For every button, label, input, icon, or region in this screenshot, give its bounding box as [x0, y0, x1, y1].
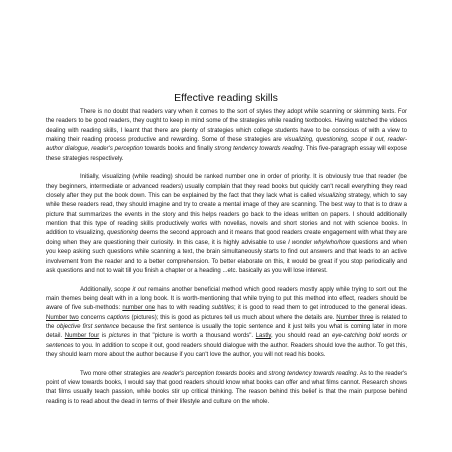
italic-text: eye-catching bold words or sentences: [46, 333, 407, 349]
document-title: Effective reading skills: [174, 92, 278, 104]
underlined-text: number one: [122, 305, 156, 312]
paragraph: [46, 173, 407, 276]
underlined-text: Lastly: [255, 333, 272, 340]
underlined-text: Number two: [46, 314, 79, 321]
text-run: is related to the: [46, 314, 407, 330]
text-run: . As to the reader's point of view towards books, I would say that good readers should know what books can offer and what films cannot. Research shows that films usually teach passion, while books stir up critical thinking. The reason behind this belief is that the main purpose behind reading is to read about the dead in terms of their lifestyle and culture on the whole.: [46, 370, 408, 405]
text-run: remains another beneficial method which good readers mostly apply while trying to sort out the main themes being dealt with in a long book. It is worth-mentioning that while trying to put this method into effect, readers should be aware of five sub-methods:: [46, 286, 407, 312]
text-run: There is no doubt that readers vary when it comes to the sort of styles they adopt while scanning or skimming texts. For the readers to be good readers, they ought to keep in mind some of the strategies while reading textbooks. Having watched the videos dealing with reading skills, I learnt that there are plenty of strategies which college students have to be conscious of with a view to making their reading process productive and rewarding. Some of these strategies are: [46, 109, 407, 144]
document-body: [46, 108, 407, 407]
text-run: strategy, which to say while these readers read, they should imagine and try to create a mental image of they are scanning. The best way to that is to draw a picture that summarizes the events in the story and this helps readers go back to the ideas written on papers. I should additionally mention that this type of reading skills productively works with novellas, novels and short stories and not with science books. In addition to visualizing,: [46, 193, 407, 237]
underlined-text: Number four: [64, 333, 100, 340]
text-run: towards books and finally: [142, 146, 215, 153]
text-run: in that "picture is worth a thousand words".: [129, 333, 256, 340]
paragraph: [46, 286, 407, 361]
italic-text: visualizing: [318, 193, 347, 200]
text-run: (pictures); this is good as pictures tell us much about where the details are.: [129, 314, 337, 321]
italic-text: captions: [107, 314, 130, 321]
italic-text: subtitles: [211, 305, 234, 312]
italic-text: strong tendency towards reading: [214, 146, 303, 153]
italic-text: objective first sentence: [56, 323, 120, 330]
italic-text: I wonder why/who/how: [288, 239, 351, 246]
text-run: deems the second approach and it means that good readers create engagement with what they are doing when they are questioning their curiosity. In this case, it is highly advisable to use: [46, 230, 408, 246]
text-run: is: [99, 333, 109, 340]
italic-text: questioning: [107, 230, 139, 237]
italic-text: reader's perception towards books: [162, 370, 255, 377]
text-run: questions and when you keep asking such questions while scanning a text, the brain simultaneously starts to find out answers and that leads to an active involvement from the reader and to a better comprehension. To better elaborate on this, it would be great if you stop periodically and ask questions and not to wait till you finish a chapter or a heading ...etc. basically as you will lose interest.: [46, 239, 407, 274]
italic-text: visualizing, questioning, scope it out, reader-author dialogue, reader's perception: [46, 137, 407, 153]
text-run: Additionally,: [80, 286, 115, 293]
text-run: , you should read an: [271, 333, 333, 340]
italic-text: pictures: [108, 333, 130, 340]
text-run: Two more other strategies are: [80, 370, 163, 377]
text-run: concerns: [78, 314, 108, 321]
italic-text: strong tendency towards reading: [268, 370, 357, 377]
text-run: and: [254, 370, 269, 377]
underlined-text: Number three: [336, 314, 374, 321]
paragraph: [46, 108, 407, 164]
text-run: because the first sentence is usually the topic sentence and it just tells you what is coming later in more detail.: [46, 323, 408, 340]
text-run: ; it is good to read them to get introduced to the general ideas.: [233, 305, 407, 312]
text-run: has to with reading: [155, 305, 212, 312]
paragraph: [46, 370, 407, 407]
text-run: . This five-paragraph essay will expose these strategies respectively.: [46, 146, 407, 162]
italic-text: scope it out: [114, 286, 147, 293]
text-run: to you. In addition to scope it out, good readers should dialogue with the author. Readers should love the author. To get this, they should learn more about the author because if you can't love the author, you will not read his books.: [46, 342, 407, 358]
text-run: Initially, visualizing (while reading) should be ranked number one in order of priority. It is obviously true that reader (be they beginners, intermediate or advanced readers) usually complain that they read books but quickly can't recall everything they read closely after they put the book down. This can be explained by the fact that they lack what is called: [46, 174, 407, 200]
